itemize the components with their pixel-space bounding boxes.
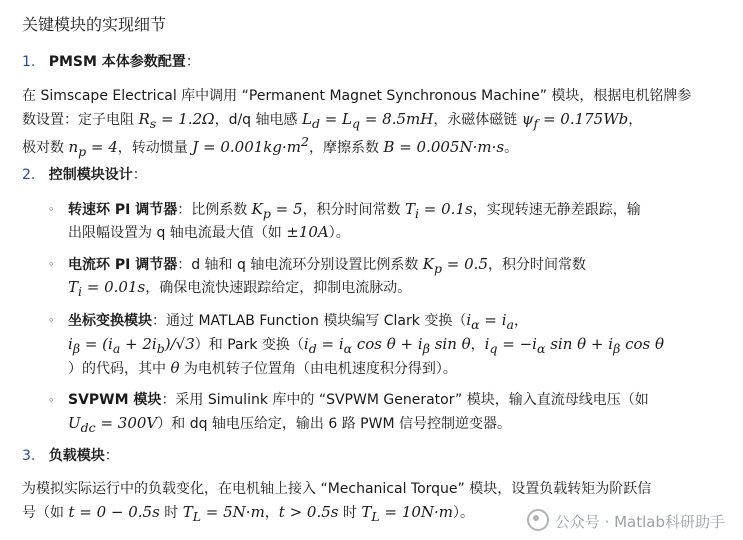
item-1-title: PMSM 本体参数配置 [48, 54, 186, 70]
math-inertia: $J = 0.001kg\cdot m^2$ [192, 134, 309, 156]
text: 。 [504, 140, 519, 156]
text: ）和 Park 变换（ [194, 337, 304, 353]
text: ，实现转速无静差跟踪，输 [472, 202, 641, 218]
math-time-1: t = 0 − 0.5s [68, 503, 160, 521]
math-kp: $K_p = 0.5$ [422, 255, 488, 276]
math-park-q: $i_q = -i_\alpha$ $\sin \theta + i_\beta$ cos θ [484, 335, 664, 356]
math-clark-alpha: $i_\alpha = i_a$ [466, 311, 514, 332]
text: ）。 [453, 505, 475, 521]
bullet-3-line-3 [68, 358, 457, 379]
text: ）和 dq 轴电压给定，输出 6 路 PWM 信号控制逆变器。 [157, 416, 511, 432]
text: ，摩擦系数 [308, 140, 384, 156]
text: 出限幅设置为 q 轴电流最大值（如 [68, 225, 287, 241]
text: ， [628, 112, 643, 128]
watermark [527, 509, 725, 532]
text: ：采用 Simulink 库中的 “SVPWM Generator” 模块，输入直流母线电压（如 [161, 392, 649, 408]
math-torque-1: $T_L = 5N\cdot m$ [182, 503, 265, 524]
bullet-4-title: SVPWM 模块 [68, 392, 162, 408]
bullet-1-line-1 [68, 199, 641, 224]
item-1-line-1: 在 Simscape Electrical 库中调用 “Permanent Magnet Synchronous Machine” 模块，根据电机铭牌参 [22, 88, 692, 104]
item-1-colon: ： [185, 54, 200, 70]
item-3-title: 负载模块 [48, 448, 105, 464]
text: 时 [338, 505, 362, 521]
text: ，d/q 轴电感 [214, 112, 302, 128]
item-1-line-2 [22, 109, 642, 134]
text: 为电机转子位置角（由电机速度积分得到）。 [179, 361, 457, 377]
bullet-icon: ◦ [48, 258, 55, 271]
math-stator-resistance: $R_s = 1.2\Omega$ [138, 110, 215, 131]
text: ，积分时间常数 [488, 257, 586, 273]
math-friction: B = 0.005N·m·s [383, 138, 505, 156]
text: ，转动惯量 [117, 140, 193, 156]
bullet-1-line-2 [68, 222, 350, 243]
math-park-d: $i_d = i_\alpha$ $\cos \theta + i_\beta$ sin θ [303, 335, 471, 356]
text: 数设置：定子电阻 [22, 112, 139, 128]
bullet-icon: ◦ [48, 394, 55, 407]
math-kp: $K_p = 5$ [251, 200, 303, 221]
watermark-text: 公众号 · Matlab科研助手 [554, 513, 725, 531]
item-3-number: 3. [22, 448, 36, 464]
item-1-line-3 [22, 132, 518, 162]
text: ：比例系数 [177, 202, 252, 218]
math-ti: $T_i = 0.1s$ [405, 200, 473, 221]
text: ，积分时间常数 [302, 202, 406, 218]
item-1-header [22, 52, 200, 72]
math-current-limit: ±10A [286, 223, 329, 241]
math-torque-2: $T_L = 10N\cdot m$ [361, 503, 454, 524]
bullet-3-title: 坐标变换模块 [68, 313, 152, 329]
text: ：d 轴和 q 轴电流环分别设置比例系数 [177, 257, 423, 273]
text: ， [513, 313, 528, 329]
math-theta: θ [170, 359, 180, 377]
bullet-4-line-1 [68, 390, 649, 410]
wechat-logo-icon [527, 509, 549, 531]
item-3-line-1: 为模拟实际运行中的负载变化，在电机轴上接入 “Mechanical Torque” 模块，设置负载转矩为阶跃信 [22, 481, 652, 497]
math-udc: $U_{dc} = 300V$ [68, 414, 158, 435]
math-flux-linkage: $\psi_f = 0.175Wb$ [521, 110, 629, 131]
text: ， [264, 505, 279, 521]
bullet-1-title: 转速环 PI 调节器 [68, 202, 178, 218]
math-ti: $T_i = 0.01s$ [68, 278, 146, 299]
math-pole-pairs: $n_p = 4$ [68, 138, 118, 159]
text: ）的代码，其中 [68, 361, 171, 377]
item-3-colon: ： [104, 448, 119, 464]
item-2-colon: ： [132, 167, 147, 183]
text: ，永磁体磁链 [433, 112, 522, 128]
text: ，确保电流快速跟踪给定，抑制电流脉动。 [145, 280, 412, 296]
item-2-number: 2. [22, 167, 36, 183]
bullet-3-line-1 [68, 310, 528, 335]
text: ）。 [328, 225, 350, 241]
bullet-2-line-2 [68, 277, 411, 302]
text: 极对数 [22, 140, 69, 156]
item-1-number: 1. [22, 54, 36, 70]
bullet-2-title: 电流环 PI 调节器 [68, 257, 178, 273]
text: 号（如 [22, 505, 69, 521]
section-heading: 关键模块的实现细节 [22, 15, 167, 34]
math-inductance: $L_d = L_q = 8.5mH$ [301, 110, 434, 131]
text: ， [470, 337, 485, 353]
bullet-icon: ◦ [48, 314, 55, 327]
math-clark-beta: $i_\beta = (i_a + 2i_b)/√3$ [68, 335, 195, 356]
math-time-2: t > 0.5s [278, 503, 339, 521]
item-2-header [22, 165, 147, 185]
text: 时 [159, 505, 183, 521]
item-3-line-2 [22, 502, 474, 527]
item-2-title: 控制模块设计 [48, 167, 133, 183]
text: ：通过 MATLAB Function 模块编写 Clark 变换（ [152, 313, 467, 329]
bullet-icon: ◦ [48, 203, 55, 216]
item-3-header [22, 446, 119, 466]
bullet-3-line-2 [68, 334, 664, 359]
bullet-4-line-2 [68, 413, 511, 438]
bullet-2-line-1 [68, 254, 586, 279]
